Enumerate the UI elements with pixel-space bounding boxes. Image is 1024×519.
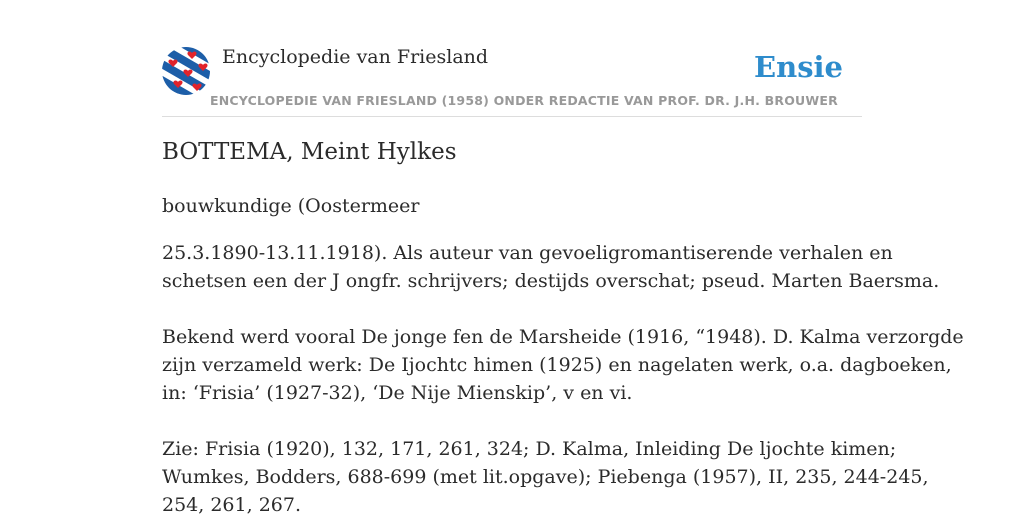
page-container [162,0,964,516]
text-line: zijn verzameld werk: De Ijochtc himen (1925) en nagelaten werk, o.a. dagboeken, [162,354,952,376]
text-line: Zie: Frisia (1920), 132, 171, 261, 324; D. Kalma, Inleiding De ljochte kimen; [162,438,897,460]
entry-paragraph [162,192,872,220]
text-line: Bekend werd vooral De jonge fen de Marsheide (1916, “1948). D. Kalma verzorgde [162,326,964,348]
text-line: in: ‘Frisia’ (1927-32), ‘De Nije Mienskip’, v en vi. [162,382,633,404]
entry-title: BOTTEMA, Meint Hylkes [162,139,457,165]
text-line: bouwkundige (Oostermeer [162,195,420,217]
text-line: schetsen een der J ongfr. schrijvers; destijds overschat; pseud. Marten Baersma. [162,270,940,292]
entry-paragraph [162,239,940,295]
site-title[interactable]: Encyclopedie van Friesland [222,46,489,68]
entry-paragraph [162,435,929,519]
site-header [162,0,862,117]
text-line: 254, 261, 267. [162,494,301,516]
text-line: Wumkes, Bodders, 688-699 (met lit.opgave); Piebenga (1957), II, 235, 244-245, [162,466,929,488]
frisian-flag-logo-icon[interactable] [162,47,210,95]
text-line: 25.3.1890-13.11.1918). Als auteur van gevoeligromantiserende verhalen en [162,242,893,264]
encyclopedia-subtitle: ENCYCLOPEDIE VAN FRIESLAND (1958) ONDER REDACTIE VAN PROF. DR. J.H. BROUWER [210,93,838,108]
entry-paragraph [162,323,964,407]
brand-logo[interactable]: Ensie [754,50,843,84]
